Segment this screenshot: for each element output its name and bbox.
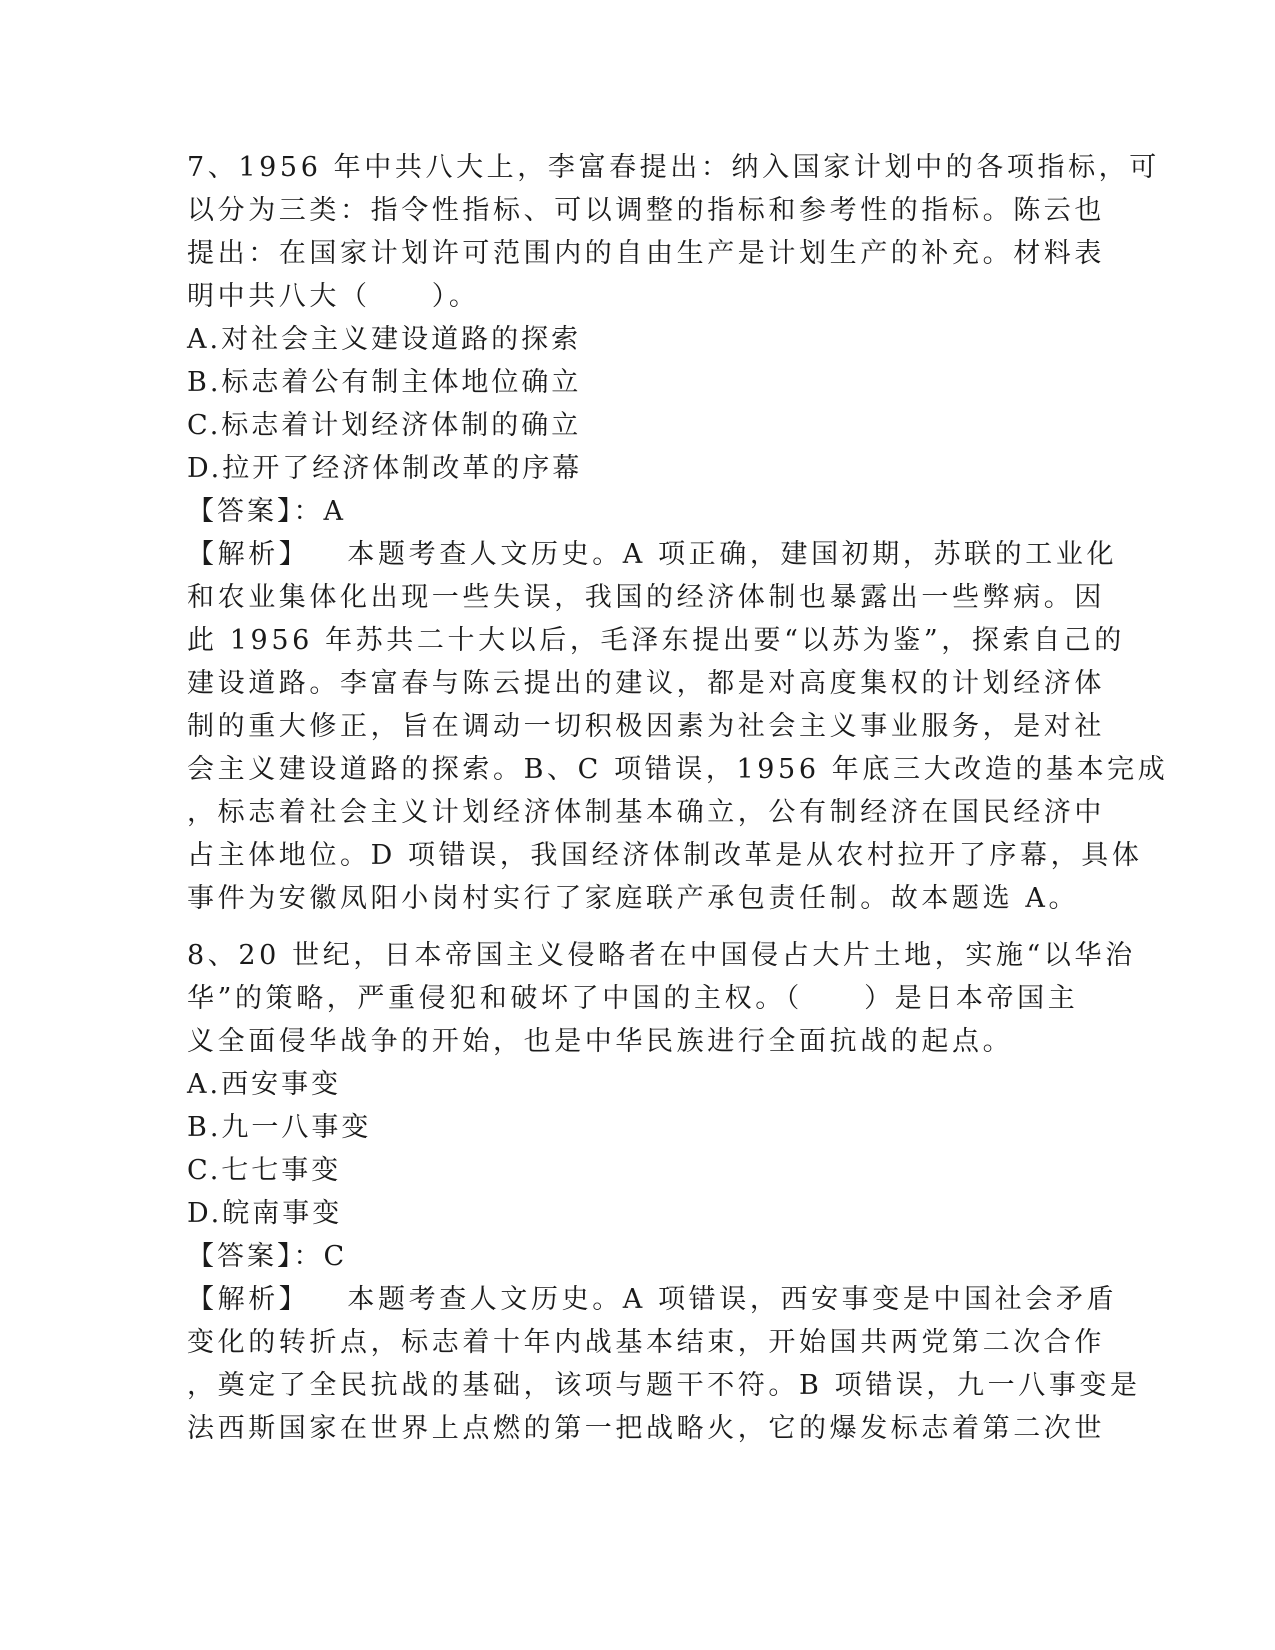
question-8-explanation-text-1: 本题考查人文历史。A 项错误，西安事变是中国社会矛盾 <box>347 1284 1118 1315</box>
question-7-option-a: A.对社会主义建设道路的探索 <box>187 324 582 355</box>
question-8-explanation-line-1 <box>187 1278 1118 1321</box>
question-8-option-d: D.皖南事变 <box>187 1198 343 1229</box>
question-7-explanation-label: 【解析】 <box>187 539 310 570</box>
question-8-explanation-label: 【解析】 <box>187 1284 310 1315</box>
question-7-explanation-text-1: 本题考查人文历史。A 项正确，建国初期，苏联的工业化 <box>347 539 1118 570</box>
question-7-explanation-line-4: 建设道路。李富春与陈云提出的建议，都是对高度集权的计划经济体 <box>187 668 1105 699</box>
question-7-stem-line-1: 7、1956 年中共八大上，李富春提出：纳入国家计划中的各项指标，可 <box>187 152 1160 183</box>
question-8-explanation-line-2: 变化的转折点，标志着十年内战基本结束，开始国共两党第二次合作 <box>187 1327 1105 1358</box>
question-7-option-c: C.标志着计划经济体制的确立 <box>187 410 582 441</box>
question-8-stem-line-3: 义全面侵华战争的开始，也是中华民族进行全面抗战的起点。 <box>187 1026 1014 1057</box>
question-8-option-b: B.九一八事变 <box>187 1112 372 1143</box>
question-8-option-a: A.西安事变 <box>187 1069 342 1100</box>
question-7-stem-line-4: 明中共八大（ ）。 <box>187 281 480 312</box>
question-8-option-c: C.七七事变 <box>187 1155 342 1186</box>
question-8-answer: 【答案】：C <box>187 1241 348 1272</box>
question-8 <box>187 934 1141 1450</box>
question-7-explanation-line-9: 事件为安徽凤阳小岗村实行了家庭联产承包责任制。故本题选 A。 <box>187 883 1080 914</box>
question-7-explanation-line-8: 占主体地位。D 项错误，我国经济体制改革是从农村拉开了序幕，具体 <box>187 840 1143 871</box>
question-spacer <box>187 920 1092 934</box>
question-7-explanation-line-6: 会主义建设道路的探索。B、C 项错误，1956 年底三大改造的基本完成 <box>187 754 1169 785</box>
question-7-explanation-line-5: 制的重大修正，旨在调动一切积极因素为社会主义事业服务，是对社 <box>187 711 1105 742</box>
question-7-explanation-line-7: ，标志着社会主义计划经济体制基本确立，公有制经济在国民经济中 <box>187 797 1105 828</box>
question-7-stem-line-2: 以分为三类：指令性指标、可以调整的指标和参考性的指标。陈云也 <box>187 195 1105 226</box>
question-7-explanation-line-1 <box>187 533 1118 576</box>
question-7-answer: 【答案】：A <box>187 496 346 527</box>
question-7 <box>187 146 1169 920</box>
question-8-stem-line-2: 华”的策略，严重侵犯和破坏了中国的主权。（ ）是日本帝国主 <box>187 983 1079 1014</box>
question-7-stem-line-3: 提出：在国家计划许可范围内的自由生产是计划生产的补充。材料表 <box>187 238 1105 269</box>
question-8-explanation-line-3: ，奠定了全民抗战的基础，该项与题干不符。B 项错误，九一八事变是 <box>187 1370 1141 1401</box>
question-8-explanation-line-4: 法西斯国家在世界上点燃的第一把战略火，它的爆发标志着第二次世 <box>187 1413 1105 1444</box>
question-7-explanation-line-3: 此 1956 年苏共二十大以后，毛泽东提出要“以苏为鉴”，探索自己的 <box>187 625 1125 656</box>
question-7-explanation-line-2: 和农业集体化出现一些失误，我国的经济体制也暴露出一些弊病。因 <box>187 582 1105 613</box>
document-body <box>187 146 1169 1450</box>
question-8-stem-line-1: 8、20 世纪，日本帝国主义侵略者在中国侵占大片土地，实施“以华治 <box>187 940 1136 971</box>
question-7-option-d: D.拉开了经济体制改革的序幕 <box>187 453 583 484</box>
question-7-option-b: B.标志着公有制主体地位确立 <box>187 367 582 398</box>
